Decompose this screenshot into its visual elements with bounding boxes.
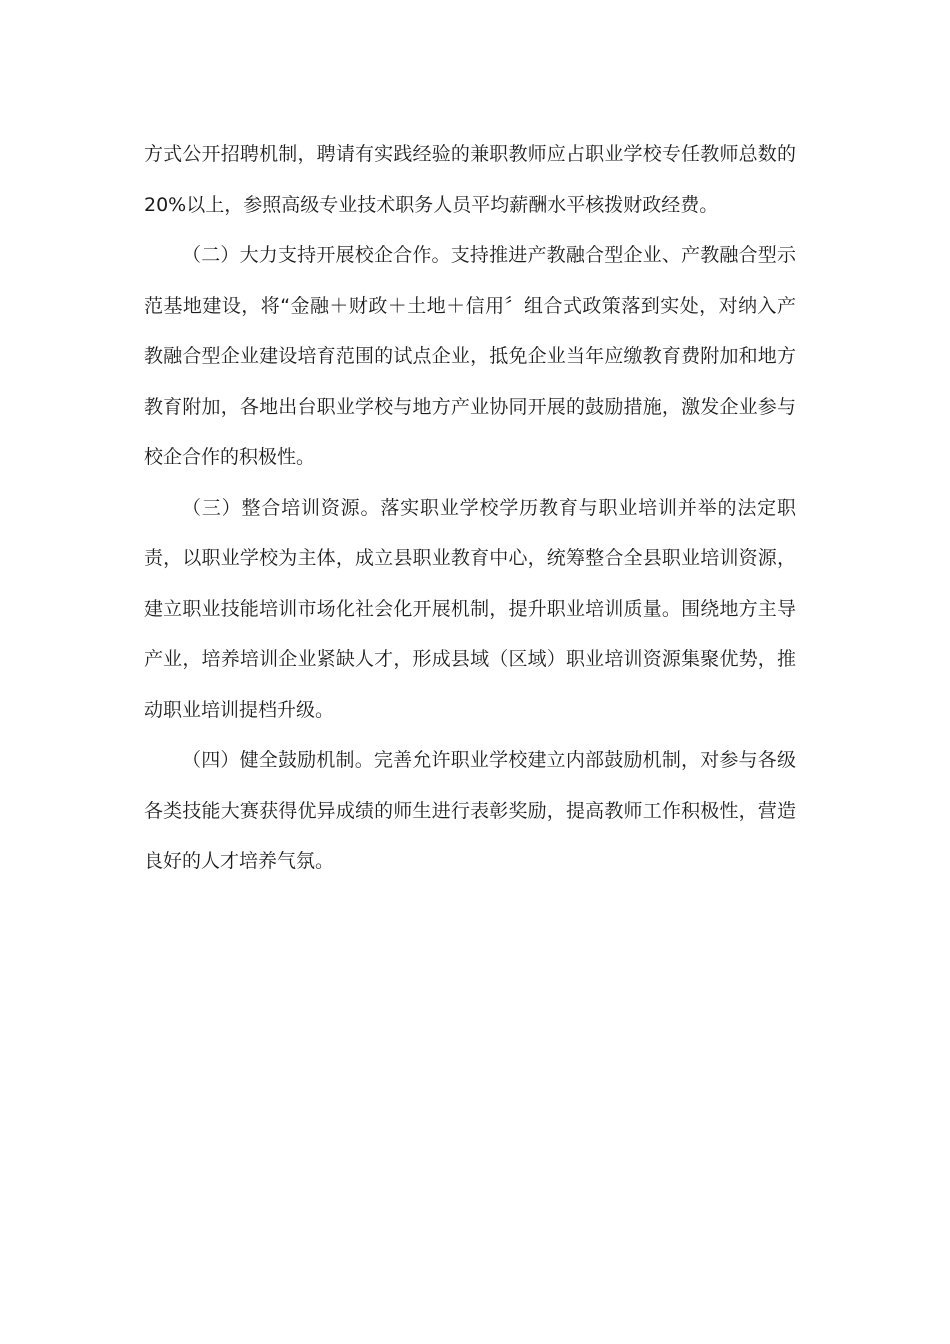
paragraph-training-resources: （三）整合培训资源。落实职业学校学历教育与职业培训并举的法定职责，以职业学校为主体，成立县职业教育中心，统筹整合全县职业培训资源，建立职业技能培训市场化社会化开展机制，提升职业培训质量。围绕地方主导产业，培养培训企业紧缺人才，形成县域（区域）职业培训资源集聚优势，推动职业培训提档升级。 <box>144 496 796 721</box>
paragraph-school-enterprise-cooperation: （二）大力支持开展校企合作。支持推进产教融合型企业、产教融合型示范基地建设，将“金融＋财政＋土地＋信用〞组合式政策落到实处，对纳入产教融合型企业建设培育范围的试点企业，抵免企业当年应缴教育费附加和地方教育附加，各地出台职业学校与地方产业协同开展的鼓励措施，激发企业参与校企合作的积极性。 <box>144 244 796 468</box>
document-body <box>144 129 796 887</box>
paragraph-continuation: 方式公开招聘机制，聘请有实践经验的兼职教师应占职业学校专任教师总数的20%以上，参照高级专业技术职务人员平均薪酬水平核拨财政经费。 <box>144 143 796 216</box>
paragraph-incentive-mechanism: （四）健全鼓励机制。完善允许职业学校建立内部鼓励机制，对参与各级各类技能大赛获得优异成绩的师生进行表彰奖励，提高教师工作积极性，营造良好的人才培养气氛。 <box>144 749 796 872</box>
